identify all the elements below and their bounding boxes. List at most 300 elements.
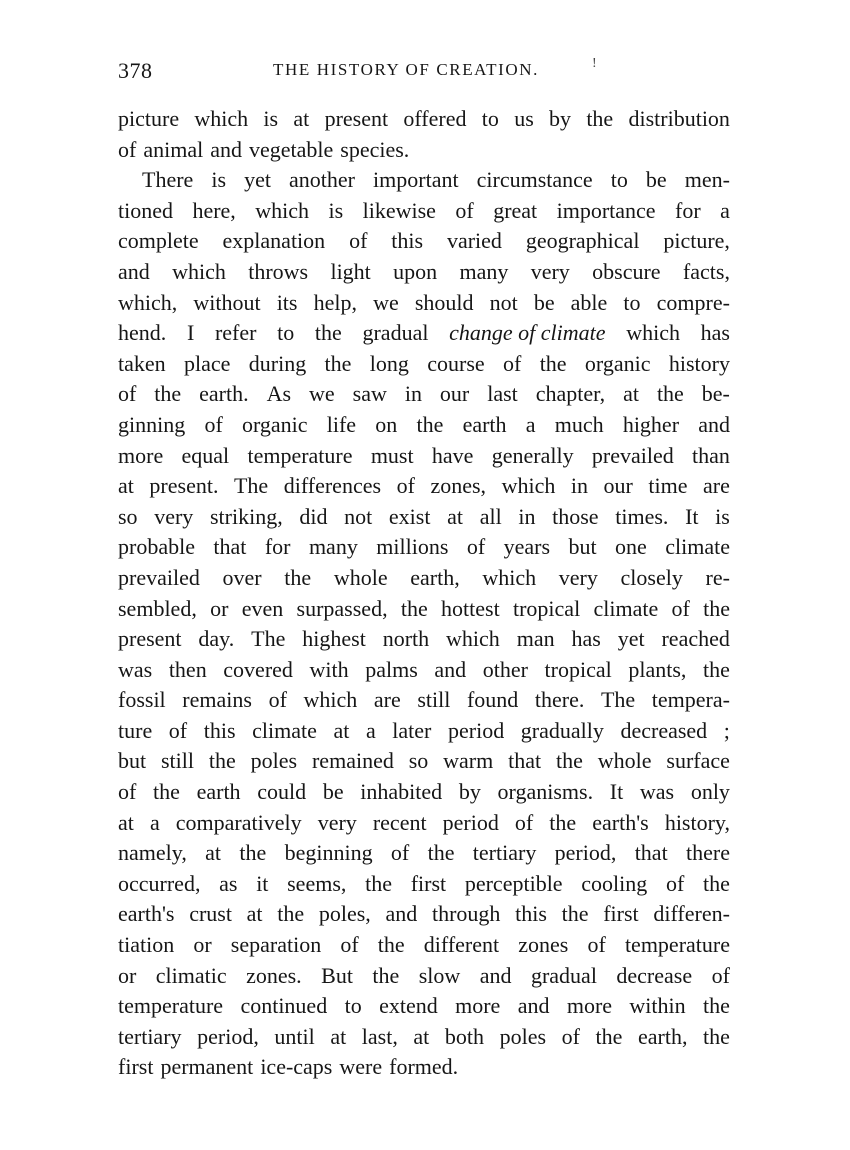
word: climate [665,534,730,560]
text-line [118,746,730,777]
word: more [118,442,164,468]
word: beginning [284,840,373,866]
word: higher [622,411,680,437]
word: more [455,993,501,1019]
word: warm [443,748,494,774]
word: at [246,901,263,927]
word: inhabited [360,779,443,805]
word: decreased [620,717,708,743]
word: to [344,993,362,1019]
word: to [481,106,499,131]
word: at [205,840,222,866]
word: the [549,809,577,835]
word: namely, [118,840,187,866]
word: period [447,717,505,743]
word: throws [248,258,309,284]
text-line [118,410,730,441]
word: whole [597,748,652,774]
word: perceptible [464,870,563,896]
word: those [552,503,599,529]
text-line [118,808,730,839]
text-line [118,226,730,257]
text-line [118,655,730,686]
word: obscure [592,258,661,284]
word: saw [352,381,387,407]
word: north [382,626,430,652]
word: The [251,626,286,652]
word: But [321,962,353,988]
word: a [525,411,536,437]
word: able [570,289,608,315]
word: period, [554,840,617,866]
word: millions [376,534,449,560]
print-mark: ! [592,56,597,71]
word: of [396,473,415,499]
word: is [715,503,730,529]
word: remains [182,687,252,713]
word: change of climate [449,320,606,346]
word: very [530,258,570,284]
word: exist [388,503,431,529]
word: picture [118,106,180,131]
word: many [308,534,358,560]
word: prevailed [591,442,674,468]
word: is [328,197,344,223]
word: the [703,993,730,1019]
word: present [118,626,182,652]
word: whole [333,564,388,590]
word: occurred, [118,870,201,896]
running-title: THE HISTORY OF CREATION. [273,60,540,79]
word: and [118,258,150,284]
word: differen- [653,901,730,927]
word: cooling [581,870,648,896]
word: poles, [318,901,371,927]
word: varied [446,228,502,254]
word: species. [340,136,410,162]
word: surface [666,748,730,774]
word: and [434,656,467,682]
word: life [326,411,357,437]
text-line [118,471,730,502]
word: separation [230,932,322,958]
text-line [118,441,730,472]
text-line [118,685,730,716]
word: within [629,993,686,1019]
word: by [458,779,481,805]
word: zones. [246,962,302,988]
word: which [194,106,249,131]
word: tropical [512,595,581,621]
word: are [703,473,730,499]
word: last [487,381,518,407]
word: hend. [118,320,167,346]
word: found [466,687,519,713]
word: of [466,534,486,560]
word: be [322,779,344,805]
text-line [118,1022,730,1053]
word: gradual [530,962,597,988]
word: times. [615,503,669,529]
word: through [431,901,501,927]
word: equal [181,442,230,468]
word: as [219,870,238,896]
word: to [623,289,641,315]
word: the [284,564,312,590]
word: of [711,962,730,988]
word: be- [701,381,730,407]
word: on [375,411,398,437]
word: there. [534,687,585,713]
word: much [554,411,604,437]
word: comparatively [175,809,302,835]
word: more [566,993,613,1019]
word: the [153,779,180,805]
word: of [118,779,137,805]
word: of [455,197,474,223]
word: and [479,962,512,988]
word: differences [283,473,382,499]
word: facts, [682,258,730,284]
text-line [118,349,730,380]
word: the [365,870,392,896]
word: of [671,595,690,621]
word: ture [118,717,153,743]
word: slow [418,962,461,988]
text-line [118,961,730,992]
word: highest [302,626,366,652]
word: the [416,411,444,437]
word: this [203,717,236,743]
word: of [268,687,287,713]
word: first [118,1054,154,1080]
word: earth's [592,809,649,835]
word: the [154,381,182,407]
word: than [692,442,730,468]
word: should [414,289,474,315]
word: the [561,901,589,927]
word: so [408,748,429,774]
word: of [503,350,522,376]
word: gradually [520,717,604,743]
text-line [118,288,730,319]
word: to [610,167,628,193]
word: time [648,473,688,499]
word: permanent [160,1054,254,1080]
word: picture, [663,228,730,254]
word: geographical [525,228,640,254]
word: continued [240,993,328,1019]
word: for [264,534,291,560]
word: of [118,136,137,162]
word: the [208,748,236,774]
word: during [248,350,307,376]
word: in [518,503,536,529]
word: men- [684,167,730,193]
word: surpassed, [296,595,388,621]
word: the [703,870,730,896]
text-line [118,899,730,930]
body-text [118,104,730,1083]
word: complete [118,228,199,254]
word: were [339,1054,383,1080]
word: offered [403,106,467,131]
word: at [447,503,464,529]
word: the [703,1023,730,1049]
text-line [118,318,730,349]
word: the [427,840,455,866]
word: present. [149,473,219,499]
word: but [118,748,147,774]
word: very [317,809,357,835]
word: even [241,595,284,621]
word: formed. [389,1054,459,1080]
word: over [222,564,262,590]
word: in [570,473,588,499]
text-line [118,624,730,655]
word: the [595,1023,623,1049]
word: a [720,197,730,223]
word: ice-caps [260,1054,333,1080]
word: poles [250,748,298,774]
word: importance [556,197,656,223]
word: at [330,1023,347,1049]
word: the [556,748,583,774]
word: earth, [410,564,460,590]
word: not [344,503,373,529]
word: have [431,442,474,468]
word: light [330,258,371,284]
word: that [508,748,542,774]
text-line [118,135,730,166]
word: last, [361,1023,398,1049]
word: recent [372,809,427,835]
word: the [539,350,567,376]
word: palms [365,656,418,682]
word: ; [723,717,730,743]
word: we [373,289,399,315]
word: all [479,503,502,529]
word: chapter, [535,381,606,407]
word: but [568,534,597,560]
word: still [417,687,451,713]
word: covered [223,656,293,682]
text-line [118,777,730,808]
word: be [533,289,555,315]
text-line [118,1052,730,1083]
word: which, [118,289,178,315]
word: which [626,320,680,346]
word: which [446,626,500,652]
word: by [549,106,572,131]
text-line [118,196,730,227]
text-line [118,594,730,625]
word: circumstance [476,167,593,193]
word: ginning [118,411,186,437]
word: history [668,350,730,376]
word: organisms. [497,779,594,805]
word: other [482,656,528,682]
word: the [703,656,730,682]
text-line [118,869,730,900]
word: and [517,993,550,1019]
word: the [377,932,405,958]
word: which [482,564,537,590]
text-line [118,379,730,410]
word: tioned [118,197,173,223]
word: It [609,779,624,805]
word: present [324,106,389,131]
word: I [186,320,195,346]
word: which [501,473,556,499]
word: the [324,350,352,376]
word: in [404,381,422,407]
word: tertiary [472,840,537,866]
word: probable [118,534,195,560]
word: or [210,595,229,621]
word: this [391,228,424,254]
word: remained [311,748,394,774]
word: distribution [628,106,730,131]
word: organic [584,350,651,376]
word: and [698,411,730,437]
word: earth's [118,901,175,927]
text-line [118,991,730,1022]
text-line [118,165,730,196]
word: of [204,411,223,437]
word: must [370,442,414,468]
word: be [645,167,667,193]
word: has [700,320,730,346]
word: of [665,870,685,896]
word: or [118,962,137,988]
word: with [309,656,349,682]
word: fossil [118,687,166,713]
word: later [392,717,432,743]
word: many [459,258,509,284]
word: crust [189,901,232,927]
word: sembled, [118,595,197,621]
word: another [289,167,355,193]
word: climate [593,595,659,621]
word: tropical [544,656,612,682]
word: period [442,809,499,835]
word: poles [499,1023,547,1049]
word: plants, [628,656,687,682]
word: to [277,320,295,346]
word: of [561,1023,580,1049]
word: course [427,350,485,376]
text-line [118,563,730,594]
word: generally [491,442,574,468]
word: zones, [430,473,487,499]
word: yet [617,626,645,652]
word: not [489,289,518,315]
word: zones [518,932,569,958]
word: is [211,167,227,193]
word: seems, [287,870,347,896]
word: and [210,136,242,162]
word: of [340,932,359,958]
word: a [149,809,160,835]
word: earth. [199,381,249,407]
word: at [623,381,639,407]
word: upon [393,258,438,284]
word: of [514,809,534,835]
word: temperature [624,932,730,958]
word: temperature [247,442,353,468]
word: of [118,381,137,407]
word: long [369,350,409,376]
word: extend [379,993,438,1019]
word: the [586,106,614,131]
word: the [277,901,305,927]
word: reached [661,626,730,652]
word: one [615,534,647,560]
word: temperature [118,993,224,1019]
word: which [172,258,226,284]
word: day. [198,626,235,652]
word: without [193,289,261,315]
word: until [274,1023,315,1049]
word: are [373,687,401,713]
word: first [410,870,447,896]
word: climatic [155,962,227,988]
word: the [239,840,267,866]
word: our [439,381,470,407]
word: that [213,534,247,560]
word: is [263,106,279,131]
word: has [571,626,601,652]
word: and [385,901,418,927]
word: it [256,870,269,896]
word: very [558,564,598,590]
word: first [603,901,639,927]
word: the [314,320,342,346]
word: It [685,503,699,529]
word: our [603,473,633,499]
word: for [675,197,701,223]
text-line [118,716,730,747]
word: so [118,503,138,529]
word: tiation [118,932,175,958]
word: which [255,197,310,223]
running-head [118,58,730,88]
word: animal [143,136,204,162]
word: that [634,840,668,866]
word: only [690,779,730,805]
word: tertiary [118,1023,182,1049]
word: compre- [656,289,730,315]
word: help, [313,289,357,315]
text-line [118,502,730,533]
word: There [142,167,194,193]
word: prevailed [118,564,200,590]
word: taken [118,350,166,376]
word: a [365,717,376,743]
word: likewise [362,197,436,223]
word: organic [241,411,308,437]
word: earth [462,411,507,437]
text-line [118,104,730,135]
word: still [161,748,195,774]
word: at [118,809,134,835]
word: at [333,717,350,743]
word: history, [664,809,730,835]
word: the [372,962,400,988]
word: both [444,1023,485,1049]
word: of [390,840,410,866]
